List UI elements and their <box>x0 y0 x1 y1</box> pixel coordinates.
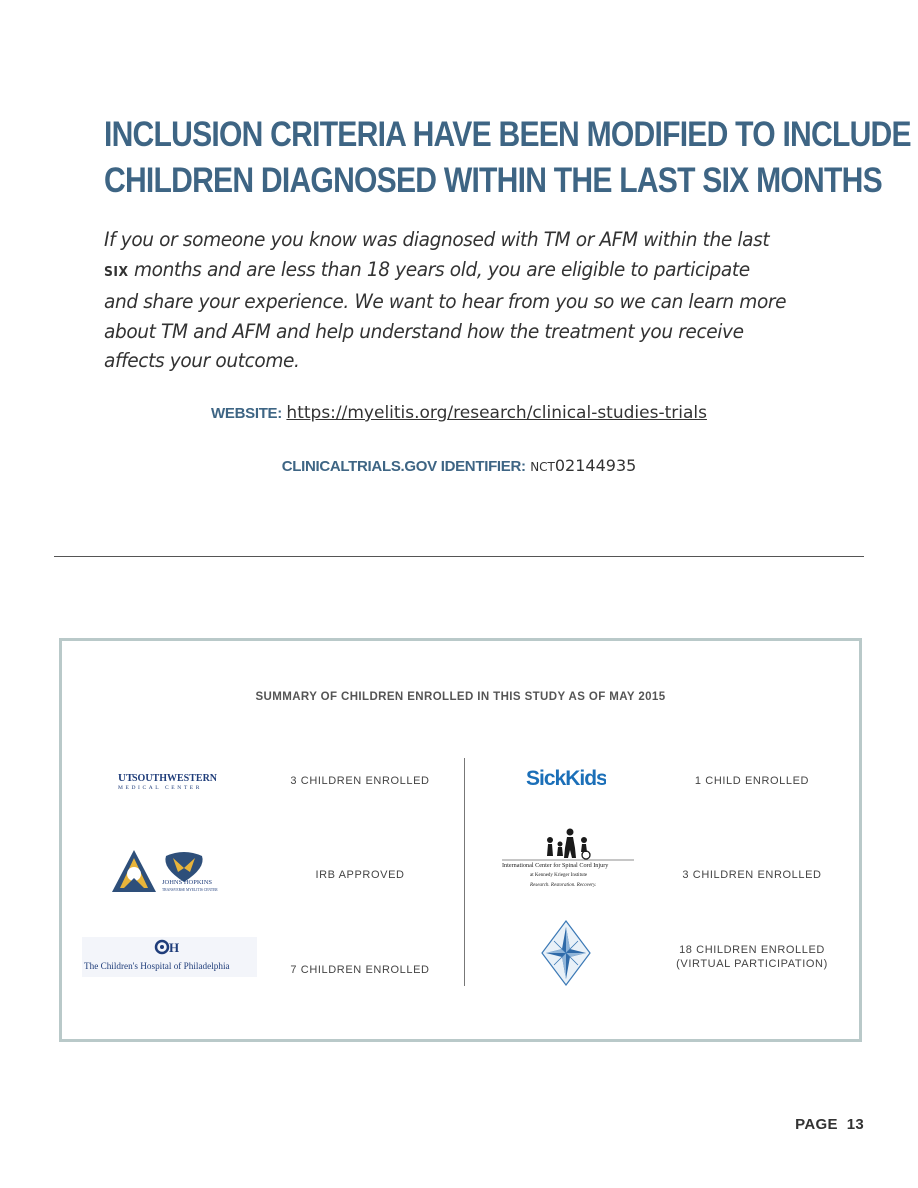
clinical-identifier-number: 02144935 <box>554 456 637 475</box>
section-divider <box>54 556 864 557</box>
virtual-participation-status <box>672 943 832 971</box>
ut-southwestern-status: 3 CHILDREN ENROLLED <box>290 775 430 787</box>
clinical-identifier-prefix: NCT <box>530 460 555 474</box>
website-link[interactable]: https://myelitis.org/research/clinical-studies-trials <box>286 403 707 423</box>
website-label: WEBSITE: <box>211 405 282 422</box>
clinical-identifier-label: CLINICALTRIALS.GOV IDENTIFIER: <box>281 458 526 475</box>
kennedy-krieger-subtitle: at Kennedy Krieger Institute <box>530 873 588 878</box>
johns-hopkins-logo <box>110 848 245 896</box>
clinical-identifier-line <box>0 456 918 476</box>
ut-southwestern-wordmark: SOUTHWESTERN <box>132 773 218 784</box>
page-number <box>795 1116 864 1133</box>
kennedy-krieger-status: 3 CHILDREN ENROLLED <box>682 869 822 881</box>
svg-text:H: H <box>169 940 180 955</box>
summary-title: SUMMARY OF CHILDREN ENROLLED IN THIS STUDY AS OF MAY 2015 <box>255 691 666 703</box>
johns-hopkins-wordmark: JOHNS HOPKINS <box>162 879 213 886</box>
intro-text-after: months and are less than 18 years old, you are eligible to participate and share your experience. We want to hear from you so we can learn more about TM and AFM and help understand how the treatment you receive affects your outcome. <box>104 257 787 372</box>
family-figures-icon <box>547 829 590 860</box>
johns-hopkins-subtitle: TRANSVERSE MYELITIS CENTER <box>162 888 218 892</box>
kennedy-krieger-logo <box>498 826 638 892</box>
intro-text-before: If you or someone you know was diagnosed with TM or AFM within the last <box>104 228 770 251</box>
svg-text:UT: UT <box>118 772 134 784</box>
chop-status: 7 CHILDREN ENROLLED <box>290 964 430 976</box>
headline-line-2: CHILDREN DIAGNOSED WITHIN THE LAST SIX MONTHS <box>104 161 882 200</box>
intro-paragraph <box>104 225 788 376</box>
virtual-status-line-2: (VIRTUAL PARTICIPATION) <box>676 958 828 970</box>
chop-wordmark: The Children's Hospital of Philadelphia <box>84 961 230 971</box>
ut-southwestern-subtitle: MEDICAL CENTER <box>118 785 203 791</box>
page-number-value: 13 <box>846 1116 864 1133</box>
sickkids-wordmark: SickKids <box>526 767 606 790</box>
sickkids-status: 1 CHILD ENROLLED <box>694 775 810 787</box>
kennedy-krieger-tagline: Research. Restoration. Recovery. <box>530 883 597 888</box>
kennedy-krieger-wordmark: International Center for Spinal Cord Injury <box>502 862 609 869</box>
enrollment-summary-box <box>59 638 862 1042</box>
intro-emphasis: SIX <box>104 264 129 280</box>
page-label: PAGE <box>795 1116 838 1133</box>
sickkids-logo <box>524 761 606 791</box>
headline <box>104 112 911 204</box>
star-compass-icon <box>540 919 592 987</box>
virtual-status-line-1: 18 CHILDREN ENROLLED <box>679 944 825 956</box>
johns-hopkins-status: IRB APPROVED <box>315 869 405 881</box>
ut-southwestern-logo <box>118 771 218 791</box>
website-line <box>0 403 918 423</box>
chop-logo <box>82 937 257 977</box>
star-compass-logo <box>540 919 592 987</box>
headline-line-1: INCLUSION CRITERIA HAVE BEEN MODIFIED TO INCLUDE <box>104 115 911 154</box>
column-separator <box>464 758 465 986</box>
